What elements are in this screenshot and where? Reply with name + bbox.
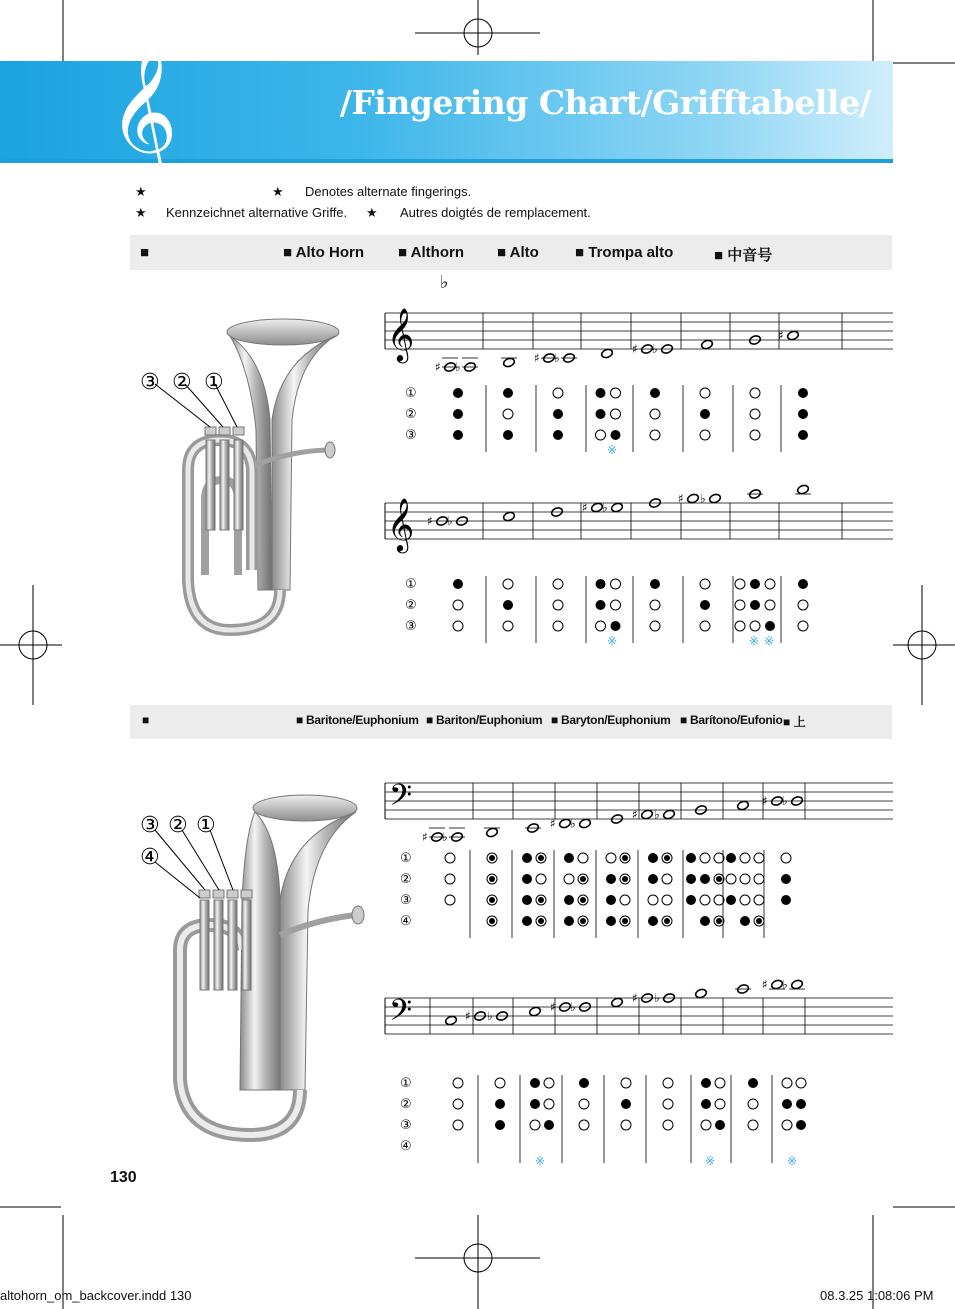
valve-dot	[686, 874, 696, 884]
treble-clef-icon: 𝄞	[108, 42, 178, 180]
valve-dot	[663, 1078, 673, 1088]
callout-valve-3: ③	[140, 370, 160, 395]
valve-dot	[754, 874, 764, 884]
svg-text:♭: ♭	[455, 360, 461, 374]
valve-label: ④	[400, 1139, 412, 1154]
svg-text:♯: ♯	[422, 830, 428, 844]
note	[695, 988, 708, 999]
note	[747, 489, 763, 500]
valve-dot	[611, 409, 621, 419]
baritone-staff-2	[385, 977, 895, 1060]
bass-clef-icon: 𝄢	[389, 779, 413, 820]
valve-dot	[596, 579, 606, 589]
valve-label: ③	[405, 619, 417, 634]
note	[601, 348, 614, 359]
note	[782, 978, 805, 992]
valve-dot	[648, 874, 658, 884]
valve-dot	[611, 600, 621, 610]
valve-dot	[701, 1099, 711, 1109]
valve-dot	[740, 916, 750, 926]
svg-text:♭: ♭	[652, 342, 658, 356]
alternate-mark: ※	[535, 1154, 546, 1168]
valve-dot	[522, 874, 532, 884]
valve-dot	[798, 600, 808, 610]
valve-dot	[578, 916, 588, 926]
svg-text:♯: ♯	[427, 514, 433, 528]
note-star-icon: ★	[135, 184, 147, 199]
alto-label-fr: ■ Alto	[497, 244, 539, 261]
note	[550, 817, 571, 831]
valve-dot	[796, 1120, 806, 1130]
baritone-label-zh: ■ 上	[783, 715, 806, 729]
svg-text:♭: ♭	[654, 807, 660, 822]
valve-dot	[662, 916, 672, 926]
bass-clef-icon: 𝄢	[389, 994, 413, 1035]
valve-dot	[445, 895, 455, 905]
valve-dot	[662, 895, 672, 905]
valve-label: ①	[400, 851, 412, 866]
baritone-staff-1	[385, 765, 895, 845]
callout-valve-3: ③	[140, 813, 160, 838]
note	[735, 984, 751, 995]
note	[632, 808, 653, 822]
valve-dot	[740, 853, 750, 863]
svg-text:♯: ♯	[550, 1000, 556, 1014]
valve-dot	[700, 621, 710, 631]
svg-text:♭: ♭	[602, 500, 608, 515]
alternate-mark: ※	[764, 634, 775, 648]
valve-dot	[611, 579, 621, 589]
alto-horn-illustration	[130, 300, 370, 670]
valve-dot	[715, 1078, 725, 1088]
note	[737, 800, 750, 811]
valve-dot	[650, 600, 660, 610]
valve-dot	[596, 388, 606, 398]
note-english: Denotes alternate fingerings.	[305, 184, 472, 199]
svg-text:♭: ♭	[700, 491, 706, 506]
alternate-mark: ※	[749, 634, 760, 648]
baritone-valve-callouts	[130, 808, 240, 870]
valve-dot	[750, 579, 760, 589]
valve-dot	[700, 388, 710, 398]
footer-file: altohorn_om_backcover.indd 130	[0, 1288, 192, 1303]
valve-dot	[798, 621, 808, 631]
valve-dot	[578, 874, 588, 884]
valve-label: ②	[400, 1097, 412, 1112]
valve-dot	[536, 853, 546, 863]
valve-label: ③	[400, 893, 412, 908]
valve-dot	[650, 430, 660, 440]
valve-dot	[553, 409, 563, 419]
svg-text:♭: ♭	[442, 830, 448, 844]
valve-dot	[782, 1120, 792, 1130]
valve-dot	[606, 916, 616, 926]
valve-dot	[781, 895, 791, 905]
note	[529, 1006, 542, 1017]
valve-dot	[701, 1078, 711, 1088]
valve-dot	[530, 1099, 540, 1109]
valve-dot	[726, 895, 736, 905]
valve-dot	[453, 579, 463, 589]
valve-dot	[740, 895, 750, 905]
valve-dot	[544, 1120, 554, 1130]
svg-text:♯: ♯	[762, 977, 768, 992]
valve-dot	[579, 1078, 589, 1088]
valve-label: ①	[400, 1076, 412, 1091]
alto-label-de: ■ Althorn	[398, 244, 464, 261]
alternate-mark: ※	[787, 1154, 798, 1168]
page-number: 130	[110, 1169, 137, 1186]
valve-dot	[750, 388, 760, 398]
valve-dot	[782, 1078, 792, 1088]
valve-dot	[553, 600, 563, 610]
valve-dot	[700, 916, 710, 926]
valve-dot	[798, 409, 808, 419]
valve-dot	[700, 430, 710, 440]
svg-text:♭: ♭	[570, 1000, 576, 1014]
valve-dot	[796, 1078, 806, 1088]
valve-dot	[453, 621, 463, 631]
valve-dot	[798, 579, 808, 589]
valve-dot	[750, 409, 760, 419]
valve-dot	[553, 579, 563, 589]
valve-dot	[726, 853, 736, 863]
valve-dot	[503, 621, 513, 631]
valve-dot	[735, 579, 745, 589]
valve-dot	[579, 1120, 589, 1130]
alto-label-en: ■ Alto Horn	[283, 244, 364, 261]
valve-dot	[765, 600, 775, 610]
valve-dot	[487, 916, 497, 926]
valve-dot	[748, 1099, 758, 1109]
valve-dot	[596, 621, 606, 631]
note	[525, 823, 541, 834]
valve-dot	[495, 1120, 505, 1130]
valve-dot	[700, 579, 710, 589]
valve-dot	[714, 874, 724, 884]
svg-text:♭: ♭	[570, 816, 576, 831]
baritone-bar-square-icon: ■	[142, 713, 150, 727]
valve-dot	[748, 1078, 758, 1088]
valve-dot	[715, 1099, 725, 1109]
page-title: /Fingering Chart/Grifftabelle/	[339, 83, 871, 122]
valve-dot	[648, 895, 658, 905]
valve-dot	[495, 1099, 505, 1109]
alternate-mark: ※	[607, 634, 618, 648]
valve-dot	[564, 895, 574, 905]
alto-label-zh: ■ 中音号	[714, 247, 773, 264]
svg-text:♯: ♯	[534, 351, 540, 365]
valve-dot	[700, 895, 710, 905]
callout-valve-1: ①	[196, 813, 216, 838]
valve-dot	[621, 1078, 631, 1088]
valve-dot	[726, 874, 736, 884]
valve-dot	[621, 1120, 631, 1130]
valve-dot	[781, 853, 791, 863]
valve-dot	[487, 895, 497, 905]
note	[484, 827, 500, 838]
note	[795, 484, 811, 495]
valve-dot	[662, 853, 672, 863]
valve-dot	[686, 895, 696, 905]
valve-label: ②	[405, 598, 417, 613]
alto-label-es: ■ Trompa alto	[575, 244, 674, 261]
valve-dot	[578, 853, 588, 863]
alto-bar-square-icon: ■	[140, 244, 150, 261]
valve-dot	[715, 1120, 725, 1130]
valve-label: ②	[405, 407, 417, 422]
valve-dot	[445, 853, 455, 863]
baritone-label-fr: ■ Baryton/Euphonium	[551, 713, 671, 727]
valve-dot	[663, 1099, 673, 1109]
note-star-icon: ★	[135, 205, 147, 220]
valve-dot	[606, 853, 616, 863]
valve-dot	[606, 874, 616, 884]
svg-text:♯: ♯	[678, 491, 684, 506]
valve-dot	[553, 388, 563, 398]
footer-timestamp: 08.3.25 1:08:06 PM	[820, 1288, 934, 1303]
valve-dot	[620, 895, 630, 905]
valve-dot	[553, 621, 563, 631]
baritone-fingering-row-1	[400, 850, 895, 935]
valve-dot	[522, 916, 532, 926]
svg-text:♯: ♯	[465, 1009, 471, 1023]
valve-dot	[754, 895, 764, 905]
valve-dot	[714, 853, 724, 863]
svg-text:♯: ♯	[582, 500, 588, 515]
valve-dot	[453, 1099, 463, 1109]
valve-label: ③	[400, 1118, 412, 1133]
valve-dot	[796, 1099, 806, 1109]
svg-text:♯: ♯	[550, 816, 556, 831]
callout-valve-1: ①	[204, 370, 224, 395]
valve-dot	[536, 895, 546, 905]
valve-dot	[662, 874, 672, 884]
valve-dot	[700, 409, 710, 419]
svg-text:♭: ♭	[554, 351, 560, 365]
valve-dot	[596, 600, 606, 610]
valve-dot	[453, 1078, 463, 1088]
valve-label: ①	[405, 577, 417, 592]
valve-dot	[700, 853, 710, 863]
alto-valve-callouts	[130, 365, 240, 399]
note	[554, 351, 577, 365]
valve-dot	[765, 621, 775, 631]
valve-dot	[735, 621, 745, 631]
note	[701, 339, 714, 350]
valve-dot	[503, 579, 513, 589]
valve-dot	[740, 874, 750, 884]
treble-clef-icon: 𝄞	[387, 497, 415, 551]
valve-dot	[781, 874, 791, 884]
valve-dot	[750, 621, 760, 631]
svg-text:♯: ♯	[435, 360, 441, 374]
valve-dot	[503, 409, 513, 419]
alternate-mark: ※	[607, 443, 618, 457]
valve-dot	[503, 430, 513, 440]
svg-text:♯: ♯	[632, 991, 638, 1005]
valve-dot	[700, 600, 710, 610]
valve-dot	[487, 853, 497, 863]
note-star-icon: ★	[272, 184, 284, 199]
valve-dot	[611, 621, 621, 631]
alto-fingering-row-1	[405, 385, 895, 455]
valve-dot	[530, 1120, 540, 1130]
valve-dot	[611, 430, 621, 440]
valve-label: ③	[405, 428, 417, 443]
valve-dot	[453, 430, 463, 440]
svg-text:♭: ♭	[782, 977, 788, 992]
valve-dot	[453, 388, 463, 398]
valve-dot	[714, 895, 724, 905]
valve-dot	[648, 916, 658, 926]
valve-dot	[522, 853, 532, 863]
valve-dot	[536, 916, 546, 926]
note	[455, 358, 478, 374]
svg-text:♭: ♭	[447, 514, 453, 528]
valve-dot	[650, 579, 660, 589]
alto-staff-1	[385, 295, 895, 375]
valve-dot	[650, 409, 660, 419]
valve-dot	[596, 409, 606, 419]
note	[501, 357, 517, 368]
valve-dot	[620, 853, 630, 863]
valve-dot	[495, 1078, 505, 1088]
valve-dot	[648, 853, 658, 863]
valve-dot	[754, 853, 764, 863]
valve-dot	[544, 1099, 554, 1109]
valve-dot	[735, 600, 745, 610]
valve-dot	[714, 916, 724, 926]
note	[445, 1015, 458, 1026]
valve-dot	[798, 430, 808, 440]
valve-dot	[765, 579, 775, 589]
note-french: Autres doigtés de remplacement.	[400, 205, 591, 220]
valve-dot	[748, 1120, 758, 1130]
valve-dot	[564, 916, 574, 926]
valve-dot	[701, 1120, 711, 1130]
note-star-icon: ★	[366, 205, 378, 220]
treble-clef-icon: 𝄞	[387, 307, 415, 361]
valve-dot	[503, 388, 513, 398]
valve-dot	[700, 874, 710, 884]
valve-dot	[487, 874, 497, 884]
valve-dot	[650, 621, 660, 631]
valve-dot	[578, 895, 588, 905]
valve-dot	[620, 874, 630, 884]
alternate-mark: ※	[705, 1154, 716, 1168]
note-german: Kennzeichnet alternative Griffe.	[166, 205, 348, 220]
valve-label: ④	[400, 914, 412, 929]
callout-valve-2: ②	[172, 370, 192, 395]
valve-dot	[686, 853, 696, 863]
svg-text:♯: ♯	[632, 807, 638, 822]
note	[442, 828, 465, 844]
valve-dot	[453, 600, 463, 610]
baritone-label-es: ■ Barítono/Eufonio	[680, 713, 783, 727]
valve-dot	[750, 600, 760, 610]
valve-dot	[453, 409, 463, 419]
valve-dot	[522, 895, 532, 905]
valve-dot	[754, 916, 764, 926]
valve-dot	[503, 600, 513, 610]
valve-dot	[445, 874, 455, 884]
valve-dot	[530, 1078, 540, 1088]
callout-valve-4: ④	[140, 845, 160, 870]
valve-dot	[536, 874, 546, 884]
valve-dot	[611, 388, 621, 398]
valve-dot	[596, 430, 606, 440]
svg-text:♭: ♭	[654, 991, 660, 1005]
note	[654, 808, 675, 822]
valve-dot	[620, 916, 630, 926]
svg-text:♭: ♭	[487, 1009, 493, 1023]
valve-dot	[798, 388, 808, 398]
note	[570, 817, 591, 831]
valve-dot	[750, 430, 760, 440]
valve-dot	[782, 1099, 792, 1109]
valve-label: ①	[405, 386, 417, 401]
valve-dot	[579, 1099, 589, 1109]
svg-text:♯: ♯	[778, 328, 784, 343]
callout-valve-2: ②	[168, 813, 188, 838]
baritone-label-en: ■ Baritone/Euphonium	[296, 713, 419, 727]
valve-dot	[650, 388, 660, 398]
note	[611, 997, 624, 1008]
valve-label: ②	[400, 872, 412, 887]
baritone-label-de: ■ Bariton/Euphonium	[426, 713, 543, 727]
alto-staff-2	[385, 485, 895, 565]
valve-dot	[453, 1120, 463, 1130]
svg-text:♯: ♯	[762, 794, 768, 808]
svg-text:♭: ♭	[782, 794, 788, 808]
valve-dot	[553, 430, 563, 440]
baritone-fingering-row-2	[400, 1075, 895, 1168]
valve-dot	[621, 1099, 631, 1109]
valve-dot	[564, 874, 574, 884]
valve-dot	[544, 1078, 554, 1088]
svg-text:♯: ♯	[632, 342, 638, 356]
flat-sign: ♭	[440, 272, 449, 293]
valve-dot	[663, 1120, 673, 1130]
note	[503, 511, 516, 522]
valve-dot	[564, 853, 574, 863]
alto-fingering-row-2	[405, 576, 895, 646]
valve-dot	[606, 895, 616, 905]
